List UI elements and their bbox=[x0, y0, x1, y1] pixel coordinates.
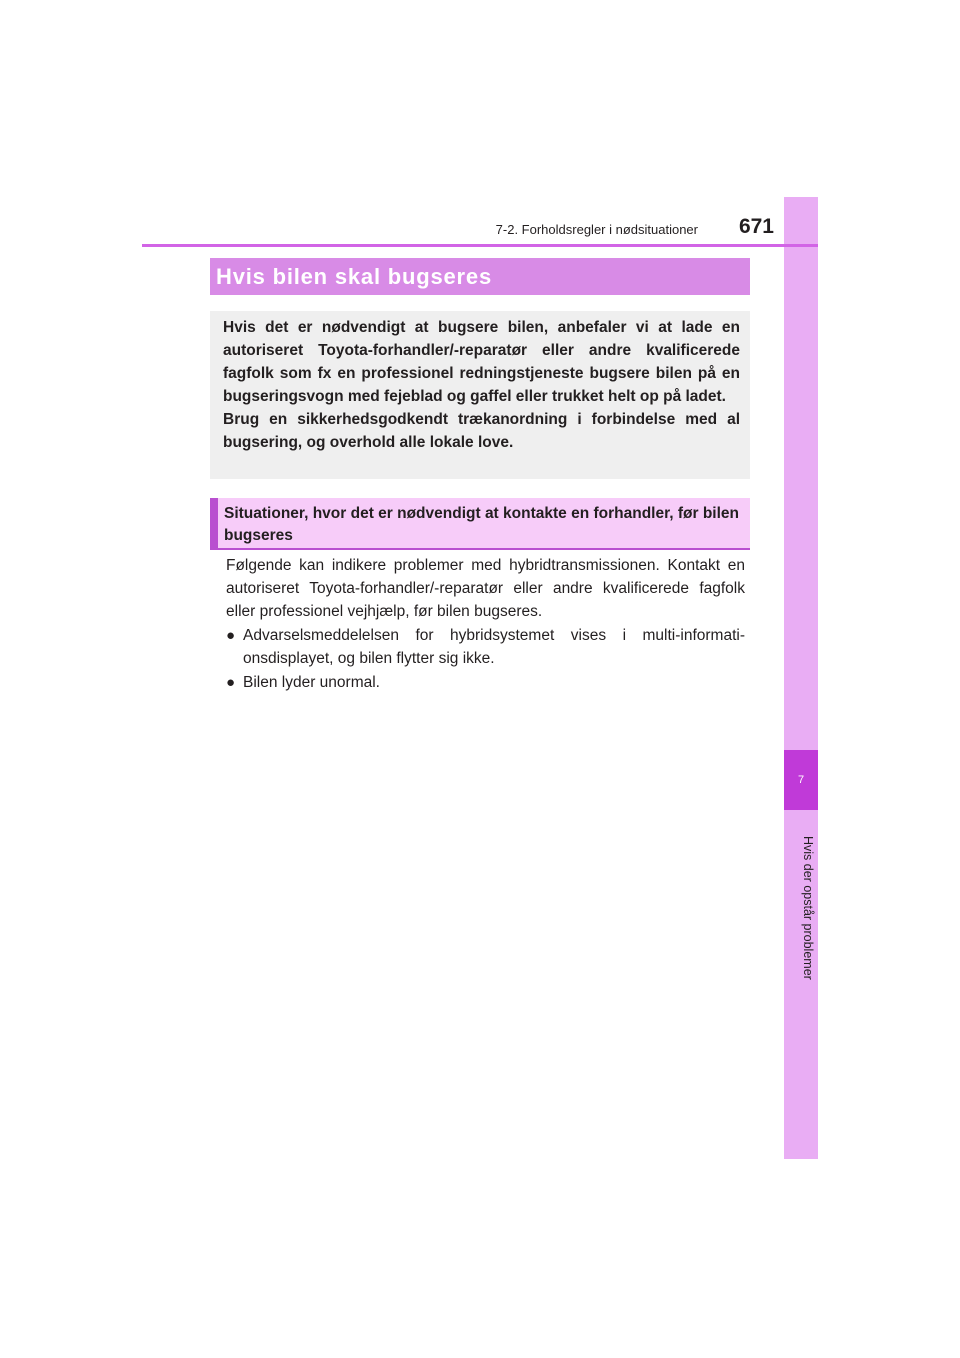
page-title: Hvis bilen skal bugseres bbox=[216, 263, 492, 289]
bullet-text: Bilen lyder unormal. bbox=[243, 674, 380, 691]
title-bar bbox=[210, 258, 750, 295]
bullet-list bbox=[226, 624, 745, 694]
subheading: Situationer, hvor det er nødvendigt at kontakte en forhandler, før bilen bugseres bbox=[224, 505, 740, 544]
chapter-number: 7 bbox=[784, 750, 818, 810]
bullet-icon: ● bbox=[226, 627, 236, 644]
bullet-text: Advarselsmeddelelsen for hybridsystemet vises i multi-informati-onsdisplayet, og bilen flytter sig ikke. bbox=[243, 627, 745, 667]
header-rule bbox=[142, 244, 818, 247]
section-header: 7-2. Forholdsregler i nødsituationer bbox=[495, 222, 698, 237]
intro-paragraph-1: Hvis det er nødvendigt at bugsere bilen, anbefaler vi at lade en autoriseret Toyota-forhandler/-reparatør eller andre kvalificerede fagfolk som fx en professionel redningstjeneste bugsere bilen på en bugseringsvogn med fejeblad og gaffel eller trukket helt op på ladet. bbox=[223, 319, 740, 405]
intro-paragraph-2: Brug en sikkerhedsgodkendt trækanordning i forbindelse med al bugsering, og overhold alle lokale love. bbox=[223, 411, 740, 451]
intro-box bbox=[210, 311, 750, 479]
subheading-box bbox=[210, 498, 750, 550]
body-paragraph: Følgende kan indikere problemer med hybridtransmissionen. Kontakt en autoriseret Toyota-forhandler/-reparatør eller andre kvalificerede fagfolk eller professionel vejhjælp, før bilen bugseres. bbox=[226, 557, 745, 620]
page-number: 671 bbox=[738, 215, 774, 238]
list-item bbox=[226, 671, 745, 694]
chapter-title: Hvis der opstår problemer bbox=[801, 836, 815, 980]
side-tab bbox=[784, 197, 818, 1159]
bullet-icon: ● bbox=[226, 674, 236, 691]
body-text bbox=[226, 554, 745, 695]
list-item bbox=[226, 624, 745, 670]
